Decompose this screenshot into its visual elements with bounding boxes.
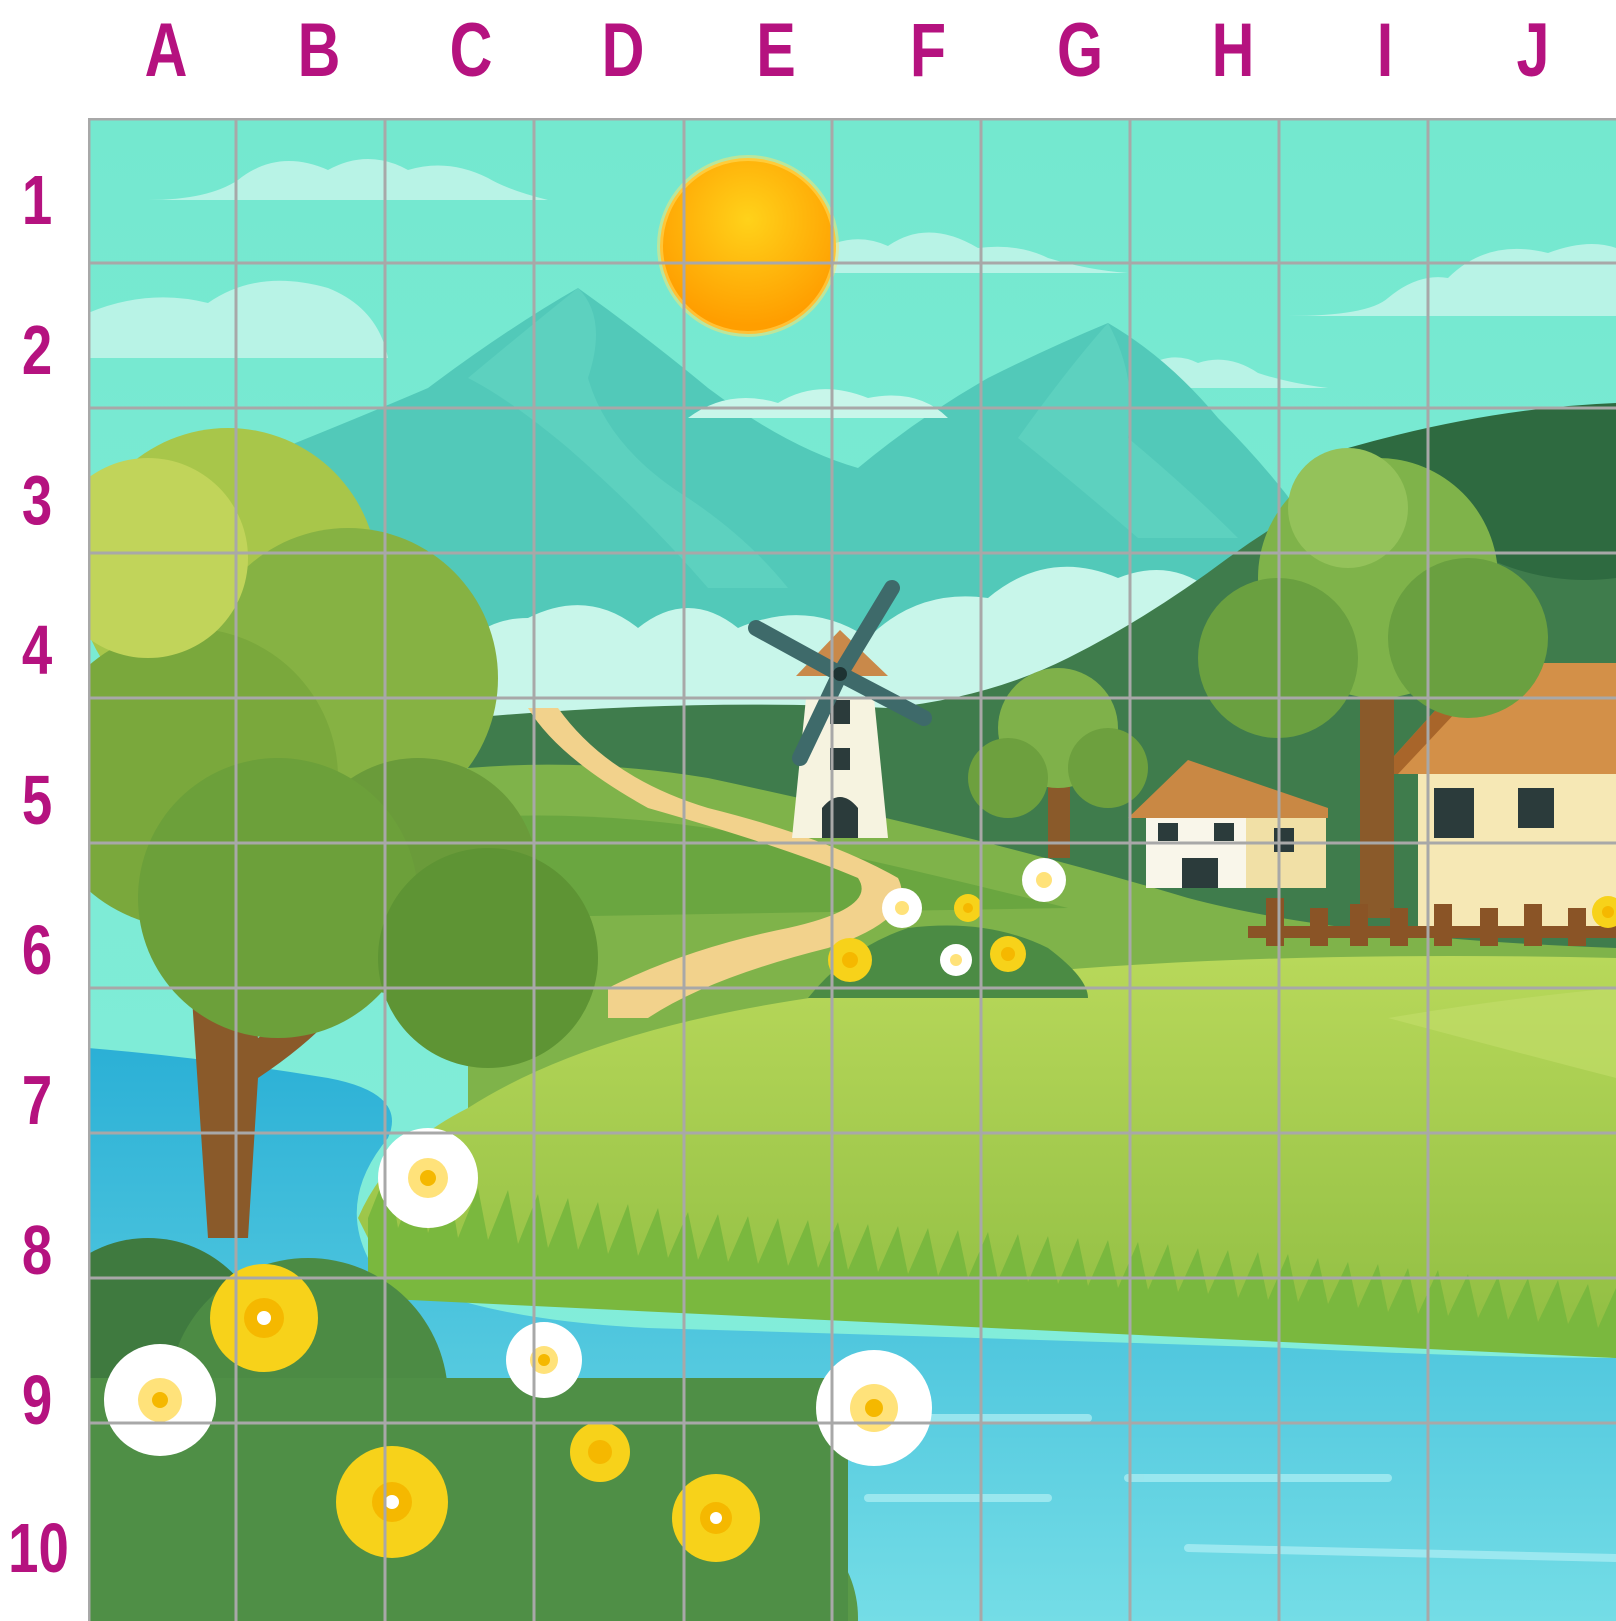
column-label-f: F (909, 8, 947, 93)
column-label-c: C (449, 8, 493, 93)
row-label-8: 8 (21, 1211, 53, 1289)
column-label-i: I (1376, 8, 1394, 93)
column-label-e: E (756, 8, 796, 93)
row-label-3: 3 (21, 461, 53, 539)
column-label-b: B (297, 8, 341, 93)
row-label-7: 7 (21, 1061, 53, 1139)
column-label-h: H (1211, 8, 1255, 93)
column-label-j: J (1516, 8, 1550, 93)
row-label-5: 5 (21, 761, 53, 839)
column-label-a: A (144, 8, 188, 93)
row-label-4: 4 (21, 611, 53, 689)
column-label-g: G (1056, 8, 1104, 93)
sun (660, 158, 836, 334)
row-label-9: 9 (21, 1361, 53, 1439)
row-label-10: 10 (8, 1509, 69, 1587)
row-label-2: 2 (21, 311, 53, 389)
row-label-6: 6 (21, 911, 53, 989)
landscape-scene (88, 118, 1616, 1621)
row-label-1: 1 (21, 161, 53, 239)
column-label-d: D (601, 8, 645, 93)
